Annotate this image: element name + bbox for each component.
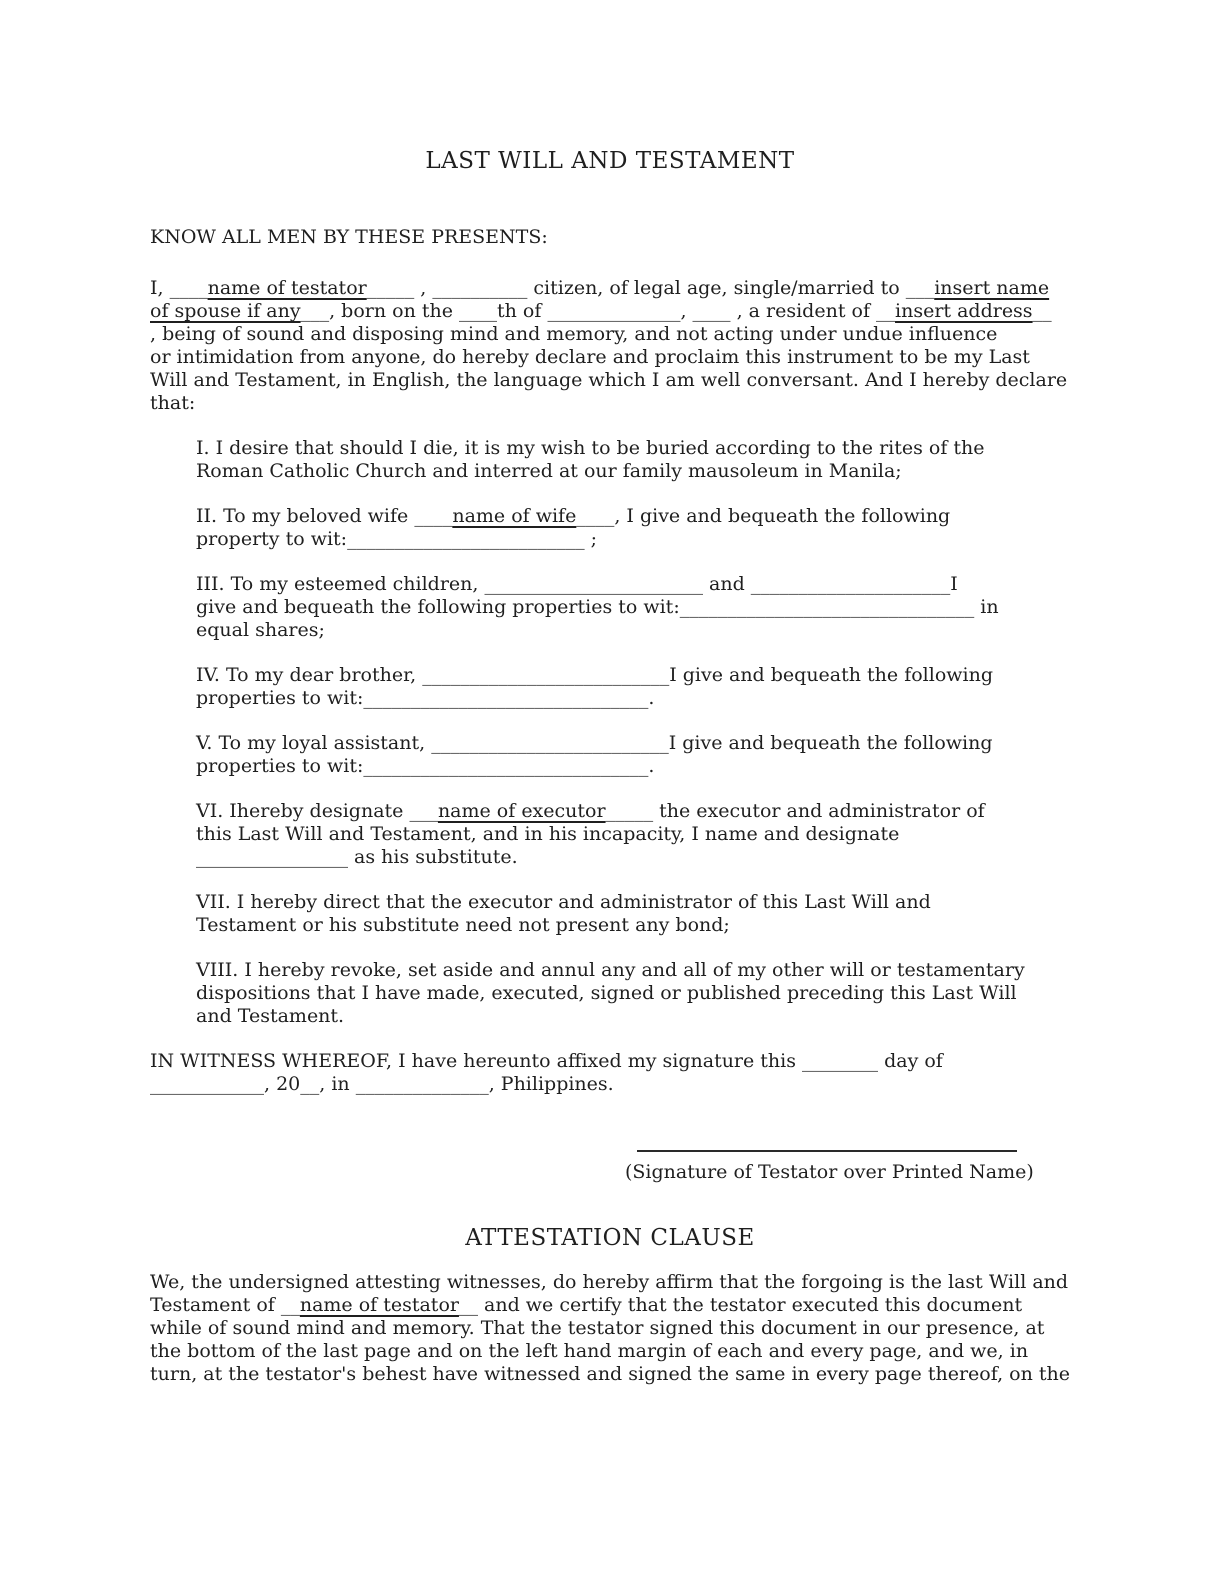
blank-field: ____ — [692, 300, 731, 322]
blank-field: _________________________ — [431, 732, 669, 754]
text-segment: , — [414, 277, 433, 299]
text-line — [196, 505, 1070, 528]
text-segment: turn, at the testator's behest have witnessed and signed the same in every page thereof, on the — [150, 1363, 1070, 1385]
blank-field: ____ — [459, 300, 498, 322]
text-line — [150, 1294, 1070, 1317]
opening-line: KNOW ALL MEN BY THESE PRESENTS: — [150, 226, 548, 248]
signature-line — [637, 1150, 1017, 1152]
text-segment: give and bequeath the following properties to wit: — [196, 596, 680, 618]
text-segment: III. To my esteemed children, — [196, 573, 485, 595]
text-line — [196, 664, 1070, 687]
text-segment: , Philippines. — [488, 1073, 614, 1095]
text-line — [196, 846, 1070, 869]
text-line — [150, 1363, 1070, 1386]
blank-field: __ — [876, 300, 896, 322]
clause-vi — [150, 800, 1070, 869]
blank-field: ____ — [576, 505, 615, 527]
blank-field: _________________________ — [347, 528, 585, 550]
clause-iv — [150, 664, 1070, 710]
text-segment: that: — [150, 392, 196, 414]
text-line — [150, 1317, 1070, 1340]
blank-field: _______________________________ — [679, 596, 975, 618]
text-segment: ; — [584, 528, 598, 550]
text-segment: Will and Testament, in English, the language which I am well conversant. And I hereby declare — [150, 369, 1068, 391]
text-line — [196, 460, 1070, 483]
blank-field: __ — [458, 1294, 478, 1316]
text-line — [196, 914, 1070, 937]
text-segment: or intimidation from anyone, do hereby declare and proclaim this instrument to be my Last — [150, 346, 1030, 368]
placeholder-text: insert name — [934, 277, 1050, 299]
text-segment: . — [648, 687, 655, 709]
text-line — [196, 982, 1070, 1005]
text-segment: and we certify that the testator executed this document — [477, 1294, 1023, 1316]
text-line — [196, 823, 1070, 846]
text-line — [150, 1050, 1070, 1073]
text-segment: V. To my loyal assistant, — [196, 732, 432, 754]
text-line — [150, 277, 1070, 300]
blank-field: ___ — [905, 277, 935, 299]
text-segment: I give and bequeath the following — [669, 664, 994, 686]
text-line — [196, 528, 1070, 551]
text-line — [150, 346, 1070, 369]
text-line — [196, 1005, 1070, 1028]
blank-field: ______________________________ — [363, 687, 649, 709]
blank-field: __ — [1032, 300, 1052, 322]
blank-field: __________________________ — [422, 664, 670, 686]
text-line — [150, 1340, 1070, 1363]
text-line — [150, 1073, 1070, 1096]
text-segment: VI. Ihereby designate — [196, 800, 410, 822]
text-segment: , in — [319, 1073, 356, 1095]
text-segment: Roman Catholic Church and interred at our family mausoleum in Manila; — [196, 460, 902, 482]
text-segment: as his substitute. — [348, 846, 518, 868]
text-segment: VII. I hereby direct that the executor and administrator of this Last Will and — [196, 891, 931, 913]
text-segment: , — [680, 300, 693, 322]
placeholder-text: name of testator — [207, 277, 367, 299]
text-segment: Testament of — [150, 1294, 281, 1316]
text-segment: in — [974, 596, 999, 618]
clause-v — [150, 732, 1070, 778]
blank-field: ____________ — [150, 1073, 264, 1095]
text-segment: , born on the — [329, 300, 460, 322]
blank-field: ______________________________ — [363, 755, 649, 777]
text-segment: property to wit: — [196, 528, 348, 550]
witness-paragraph — [150, 1050, 1070, 1096]
text-segment: properties to wit: — [196, 687, 364, 709]
text-segment: VIII. I hereby revoke, set aside and annul any and all of my other will or testamentary — [196, 959, 1025, 981]
text-segment: We, the undersigned attesting witnesses, do hereby affirm that the forgoing is the last Will and — [150, 1271, 1069, 1293]
text-segment: the executor and administrator of — [653, 800, 985, 822]
text-segment: the bottom of the last page and on the left hand margin of each and every page, and we, in — [150, 1340, 1029, 1362]
clause-iii — [150, 573, 1070, 642]
text-line — [196, 573, 1070, 596]
text-segment: dispositions that I have made, executed, signed or published preceding this Last Will — [196, 982, 1017, 1004]
blank-field: ________ — [802, 1050, 879, 1072]
clause-i — [150, 437, 1070, 483]
placeholder-text: name of executor — [437, 800, 606, 822]
text-line — [150, 1271, 1070, 1294]
blank-field: __________ — [432, 277, 528, 299]
text-line — [196, 959, 1070, 982]
text-line — [150, 392, 1070, 415]
blank-field: _____ — [605, 800, 654, 822]
text-line — [196, 891, 1070, 914]
text-segment: , 20 — [264, 1073, 301, 1095]
text-line — [196, 732, 1070, 755]
placeholder-text: insert address — [895, 300, 1033, 322]
text-segment: equal shares; — [196, 619, 325, 641]
blank-field: ____ — [414, 505, 453, 527]
text-segment: I — [950, 573, 958, 595]
attestation-paragraph — [150, 1271, 1070, 1386]
text-segment: day of — [878, 1050, 943, 1072]
text-line — [196, 687, 1070, 710]
placeholder-text: name of wife — [452, 505, 577, 527]
text-line — [196, 437, 1070, 460]
blank-field: ___ — [409, 800, 438, 822]
text-segment: th of — [497, 300, 548, 322]
text-line — [150, 300, 1070, 323]
text-segment: while of sound mind and memory. That the testator signed this document in our presence, at — [150, 1317, 1045, 1339]
text-segment: I. I desire that should I die, it is my wish to be buried according to the rites of the — [196, 437, 985, 459]
text-segment: citizen, of legal age, single/married to — [527, 277, 906, 299]
blank-field: ___ — [300, 300, 330, 322]
blank-field: __ — [300, 1073, 320, 1095]
signature-caption: (Signature of Testator over Printed Name) — [625, 1161, 1034, 1183]
text-line — [196, 800, 1070, 823]
text-segment: , a resident of — [730, 300, 877, 322]
clause-ii — [150, 505, 1070, 551]
intro-paragraph — [150, 277, 1070, 415]
document-title: LAST WILL AND TESTAMENT — [425, 148, 795, 174]
text-segment: . — [648, 755, 655, 777]
text-line — [150, 323, 1070, 346]
text-segment: I, — [150, 277, 170, 299]
clause-viii — [150, 959, 1070, 1028]
text-segment: I give and bequeath the following — [668, 732, 993, 754]
text-segment: IV. To my dear brother, — [196, 664, 423, 686]
text-segment: this Last Will and Testament, and in his incapacity, I name and designate — [196, 823, 900, 845]
text-segment: IN WITNESS WHEREOF, I have hereunto affixed my signature this — [150, 1050, 803, 1072]
blank-field: _____ — [366, 277, 415, 299]
text-line — [196, 596, 1070, 619]
blank-field: __ — [280, 1294, 300, 1316]
text-segment: properties to wit: — [196, 755, 364, 777]
blank-field: _______________________ — [484, 573, 703, 595]
blank-field: ________________ — [196, 846, 348, 868]
text-line — [196, 619, 1070, 642]
text-segment: , being of sound and disposing mind and memory, and not acting under undue influence — [150, 323, 998, 345]
blank-field: ______________ — [355, 1073, 489, 1095]
blank-field: _____________________ — [750, 573, 951, 595]
text-line — [196, 755, 1070, 778]
text-line — [150, 369, 1070, 392]
attestation-heading: ATTESTATION CLAUSE — [465, 1225, 755, 1251]
text-segment: and Testament. — [196, 1005, 345, 1027]
text-segment: , I give and bequeath the following — [614, 505, 951, 527]
clause-vii — [150, 891, 1070, 937]
text-segment: and — [702, 573, 751, 595]
text-segment: Testament or his substitute need not present any bond; — [196, 914, 730, 936]
placeholder-text: of spouse if any — [150, 300, 301, 322]
placeholder-text: name of testator — [299, 1294, 459, 1316]
text-segment: II. To my beloved wife — [196, 505, 415, 527]
blank-field: ______________ — [547, 300, 681, 322]
signature-block — [150, 1150, 1070, 1184]
blank-field: ____ — [169, 277, 208, 299]
